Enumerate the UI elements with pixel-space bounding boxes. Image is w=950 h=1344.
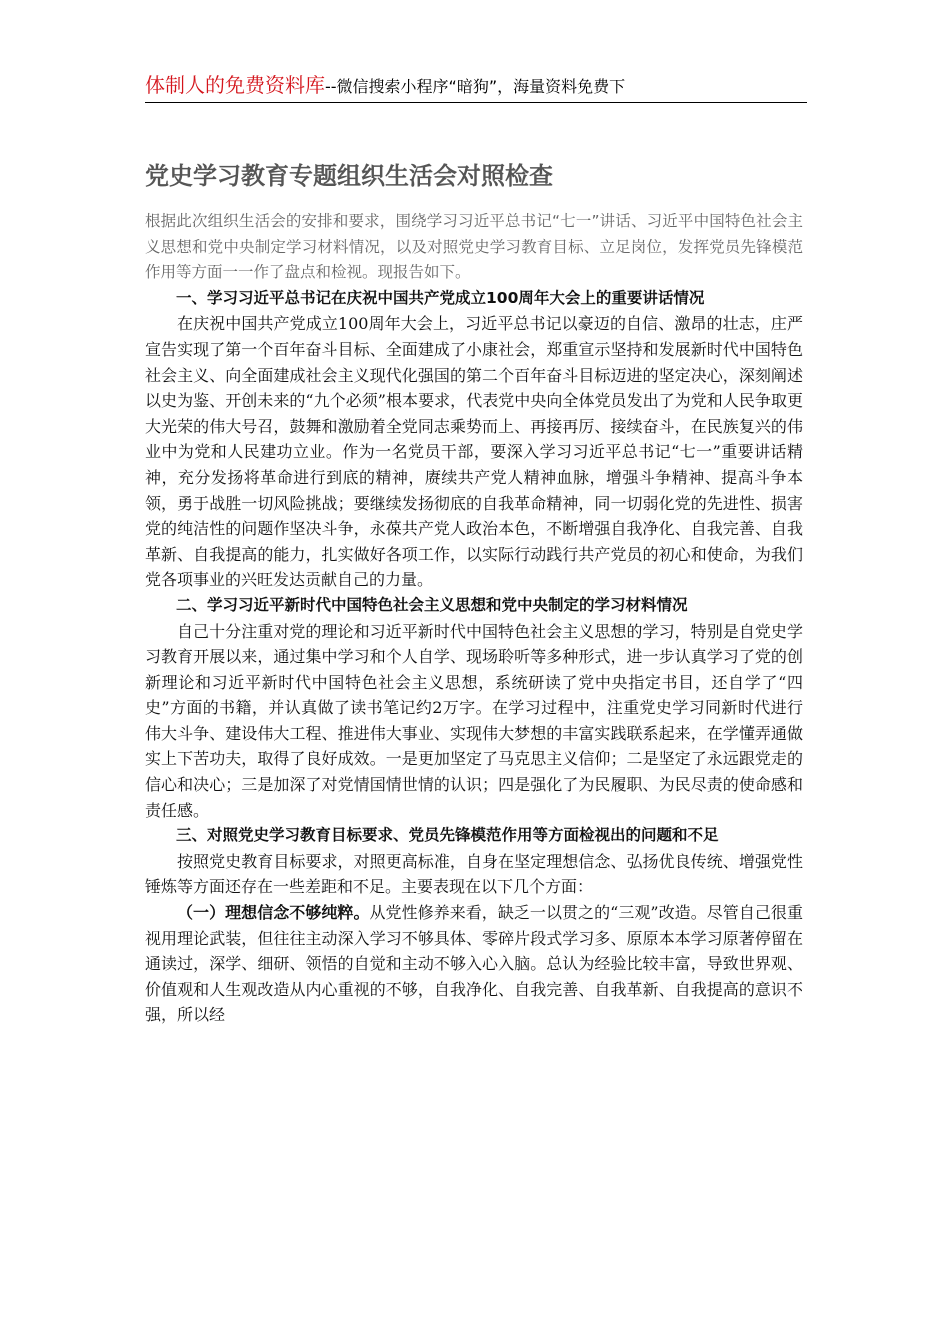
section-3-paragraph: 按照党史教育目标要求，对照更高标准，自身在坚定理想信念、弘扬优良传统、增强党性锤炼等方面还存在一些差距和不足。主要表现在以下几个方面： [145,851,803,897]
section-2-paragraph: 自己十分注重对党的理论和习近平新时代中国特色社会主义思想的学习，特别是自党史学习教育开展以来，通过集中学习和个人自学、现场聆听等多种形式，进一步认真学习了党的创新理论和习近平新时代中国特色社会主义思想，系统研读了党中央指定书目，还自学了“四史”方面的书籍，并认真做了读书笔记约2万字。在学习过程中，注重党史学习同新时代进行伟大斗争、建设伟大工程、推进伟大事业、实现伟大梦想的丰富实践联系起来，在学懂弄通做实上下苦功夫，取得了良好成效。一是更加坚定了马克思主义信仰；二是坚定了永远跟党走的信心和决心；三是加深了对党情国情世情的认识；四是强化了为民履职、为民尽责的使命感和责任感。 [145,621,803,820]
header-brand: 体制人的免费资料库 [145,73,325,97]
section-1-paragraph: 在庆祝中国共产党成立100周年大会上，习近平总书记以豪迈的自信、激昂的壮志，庄严宣告实现了第一个百年奋斗目标、全面建成了小康社会，郑重宣示坚持和发展新时代中国特色社会主义、向全面建成社会主义现代化强国的第二个百年奋斗目标迈进的坚定决心，深刻阐述以史为鉴、开创未来的“九个必须”根本要求，代表党中央向全体党员发出了为党和人民争取更大光荣的伟大号召，鼓舞和激励着全党同志乘势而上、再接再厉、接续奋斗，在民族复兴的伟业中为党和人民建功立业。作为一名党员干部，要深入学习习近平总书记“七一”重要讲话精神，充分发扬将革命进行到底的精神，赓续共产党人精神血脉，增强斗争精神、提高斗争本领，勇于战胜一切风险挑战；要继续发扬彻底的自我革命精神，同一切弱化党的先进性、损害党的纯洁性的问题作坚决斗争，永葆共产党人政治本色，不断增强自我净化、自我完善、自我革新、自我提高的能力，扎实做好各项工作，以实际行动践行共产党员的初心和使命，为我们党各项事业的兴旺发达贡献自己的力量。 [145,314,803,590]
section-2-heading: 二、学习习近平新时代中国特色社会主义思想和党中央制定的学习材料情况 [176,595,688,614]
item-1-paragraph [145,900,803,1028]
header-tagline: --微信搜索小程序“暗狗”，海量资料免费下 [325,77,626,96]
document-title: 党史学习教育专题组织生活会对照检查 [145,162,553,190]
section-3-heading: 三、对照党史学习教育目标要求、党员先锋模范作用等方面检视出的问题和不足 [176,826,719,845]
section-1-heading: 一、学习习近平总书记在庆祝中国共产党成立100周年大会上的重要讲话情况 [176,288,705,307]
intro-paragraph: 根据此次组织生活会的安排和要求，围绕学习习近平总书记“七一”讲话、习近平中国特色社会主义思想和党中央制定学习材料情况，以及对照党史学习教育目标、立足岗位，发挥党员先锋模范作用等方面一一作了盘点和检视。现报告如下。 [145,212,803,282]
item-1-text: 从党性修养来看，缺乏一以贯之的“三观”改造。尽管自己很重视用理论武装，但往往主动深入学习不够具体、零碎片段式学习多、原原本本学习原著停留在通读过，深学、细研、领悟的自觉和主动不够入心入脑。总认为经验比较丰富，导致世界观、价值观和人生观改造从内心重视的不够，自我净化、自我完善、自我革新、自我提高的意识不强，所以经 [145,903,803,1025]
document-body [145,209,803,1028]
item-1-lead: （一）理想信念不够纯粹。 [177,903,370,923]
page-header [145,70,807,103]
